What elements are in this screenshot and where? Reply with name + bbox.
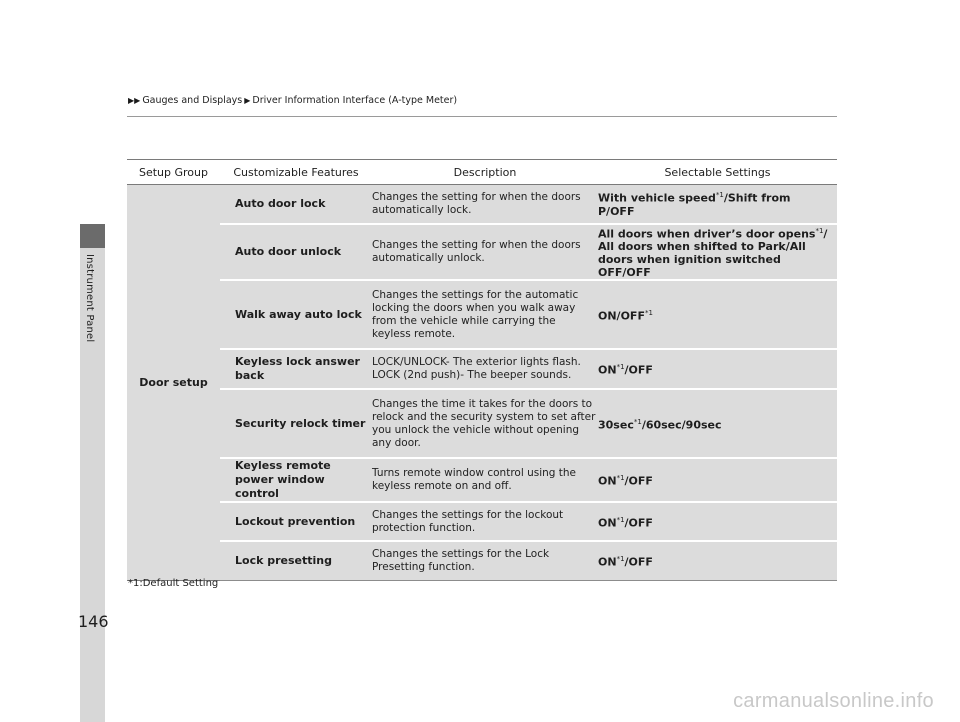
header-customizable-features: Customizable Features [220,160,372,185]
setting-option: All doors when driver’s door opens [598,227,816,241]
default-marker: *1 [644,308,653,317]
setting-option: /OFF [624,474,653,488]
description-line: locking the doors when you walk away [372,301,576,314]
setting-option: /Shift from P/OFF [598,192,791,219]
default-marker: *1 [616,555,625,564]
description-cell [372,502,598,541]
breadcrumb [128,95,457,106]
chapter-tab-marker [80,224,105,248]
setting-option: ON/OFF [598,309,645,323]
setup-group-cell: Door setup [127,185,220,581]
table-header-row [127,160,837,185]
table-row [127,349,837,389]
breadcrumb-arrow-icon: ▶▶ [128,96,141,105]
selectable-settings-cell [598,280,837,349]
setting-option: /OFF [624,363,653,377]
header-description: Description [372,160,598,185]
default-marker: *1 [616,515,625,524]
setting-option: ON [598,474,617,488]
table-row [127,185,837,224]
selectable-settings-cell [598,389,837,458]
chapter-side-label: Instrument Panel [84,254,95,343]
description-line: any door. [372,436,421,449]
table-row [127,541,837,580]
header-selectable-settings: Selectable Settings [598,160,837,185]
table-row [127,502,837,541]
feature-cell: Walk away auto lock [220,280,372,349]
feature-cell: Security relock timer [220,389,372,458]
settings-table [127,159,837,581]
default-marker: *1 [616,363,625,372]
default-marker: *1 [815,226,824,235]
feature-cell: Keyless lock answer back [220,349,372,389]
setting-option: /60sec/90sec [641,418,722,432]
description-line: Changes the settings for the Lock [372,547,550,560]
description-line: LOCK (2nd push)- The beeper sounds. [372,369,572,382]
header-setup-group: Setup Group [127,160,220,185]
feature-cell: Lockout prevention [220,502,372,541]
selectable-settings-cell [598,349,837,389]
table-row [127,280,837,349]
description-line: keyless remote. [372,327,456,340]
setting-option: /OFF [624,516,653,530]
description-line: relock and the security system to set after [372,410,596,423]
description-line: keyless remote on and off. [372,480,512,493]
breadcrumb-item-gauges[interactable]: Gauges and Displays [142,95,243,106]
description-line: Presetting function. [372,560,475,573]
description-cell [372,389,598,458]
feature-cell: Lock presetting [220,541,372,580]
table-row [127,389,837,458]
selectable-settings-cell [598,458,837,502]
table-row [127,224,837,281]
setting-option: 30sec [598,418,634,432]
feature-cell: Auto door lock [220,185,372,224]
description-cell [372,349,598,389]
selectable-settings-cell [598,224,837,281]
footnote: *1:Default Setting [128,578,219,589]
breadcrumb-item-driver-info[interactable]: Driver Information Interface (A-type Meter) [252,95,458,106]
description-line: from the vehicle while carrying the [372,314,556,327]
description-line: Changes the time it takes for the doors to [372,397,593,410]
setting-option: ON [598,363,617,377]
setting-option: With vehicle speed [598,192,716,206]
setting-option: ON [598,555,617,569]
watermark: carmanualsonline.info [733,690,934,712]
description-line: Changes the setting for when the doors [372,238,581,251]
setting-option: ON [598,516,617,530]
description-line: automatically unlock. [372,251,485,264]
page-number: 146 [78,612,109,631]
default-marker: *1 [715,191,724,200]
feature-cell: Keyless remote power window control [220,458,372,502]
selectable-settings-cell [598,185,837,224]
breadcrumb-arrow-icon: ▶ [244,96,251,105]
description-line: Changes the setting for when the doors [372,190,581,203]
default-marker: *1 [616,474,625,483]
description-cell [372,541,598,580]
description-line: automatically lock. [372,203,472,216]
description-cell [372,458,598,502]
setting-option: /OFF [624,555,653,569]
description-line: Changes the settings for the lockout [372,508,564,521]
default-marker: *1 [633,417,642,426]
description-line: Turns remote window control using the [372,467,577,480]
description-line: you unlock the vehicle without opening [372,423,580,436]
table-row [127,458,837,502]
selectable-settings-cell [598,502,837,541]
description-cell [372,280,598,349]
description-cell [372,224,598,281]
feature-cell: Auto door unlock [220,224,372,281]
description-cell [372,185,598,224]
setting-option: / All doors when shifted to Park/All doors when ignition switched OFF/OFF [598,227,828,280]
description-line: LOCK/UNLOCK- The exterior lights flash. [372,356,581,369]
selectable-settings-cell [598,541,837,580]
description-line: Changes the settings for the automatic [372,288,579,301]
header-rule [127,116,837,117]
description-line: protection function. [372,521,476,534]
